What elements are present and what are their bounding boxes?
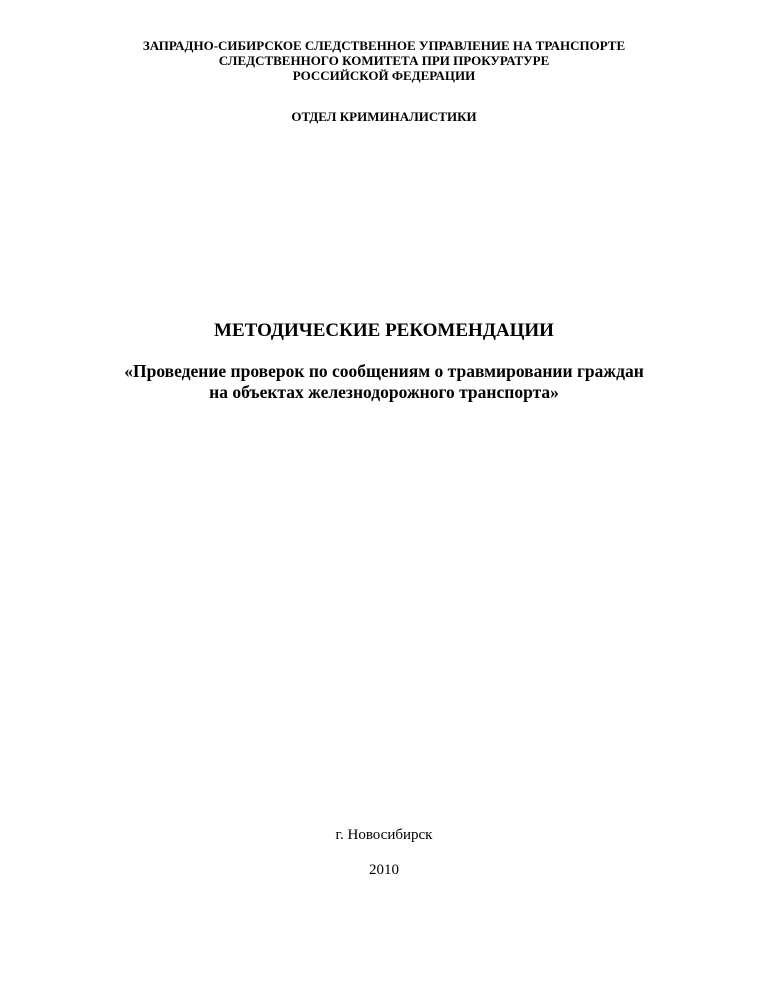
- document-subtitle-line: на объектах железнодорожного транспорта»: [209, 382, 559, 402]
- publication-year: 2010: [369, 862, 399, 878]
- document-subtitle-line: «Проведение проверок по сообщениям о травмировании граждан: [124, 361, 644, 381]
- organization-header-line: ЗАПРАДНО-СИБИРСКОЕ СЛЕДСТВЕННОЕ УПРАВЛЕНИЕ НА ТРАНСПОРТЕ: [142, 38, 626, 53]
- department-name: ОТДЕЛ КРИМИНАЛИСТИКИ: [291, 109, 477, 124]
- organization-header-line: РОССИЙСКОЙ ФЕДЕРАЦИИ: [292, 68, 476, 83]
- organization-header-line: СЛЕДСТВЕННОГО КОМИТЕТА ПРИ ПРОКУРАТУРЕ: [218, 53, 550, 68]
- publication-city: г. Новосибирск: [335, 827, 433, 843]
- document-subtitle: [0, 361, 768, 403]
- document-title: МЕТОДИЧЕСКИЕ РЕКОМЕНДАЦИИ: [214, 320, 554, 341]
- organization-header: [0, 38, 768, 83]
